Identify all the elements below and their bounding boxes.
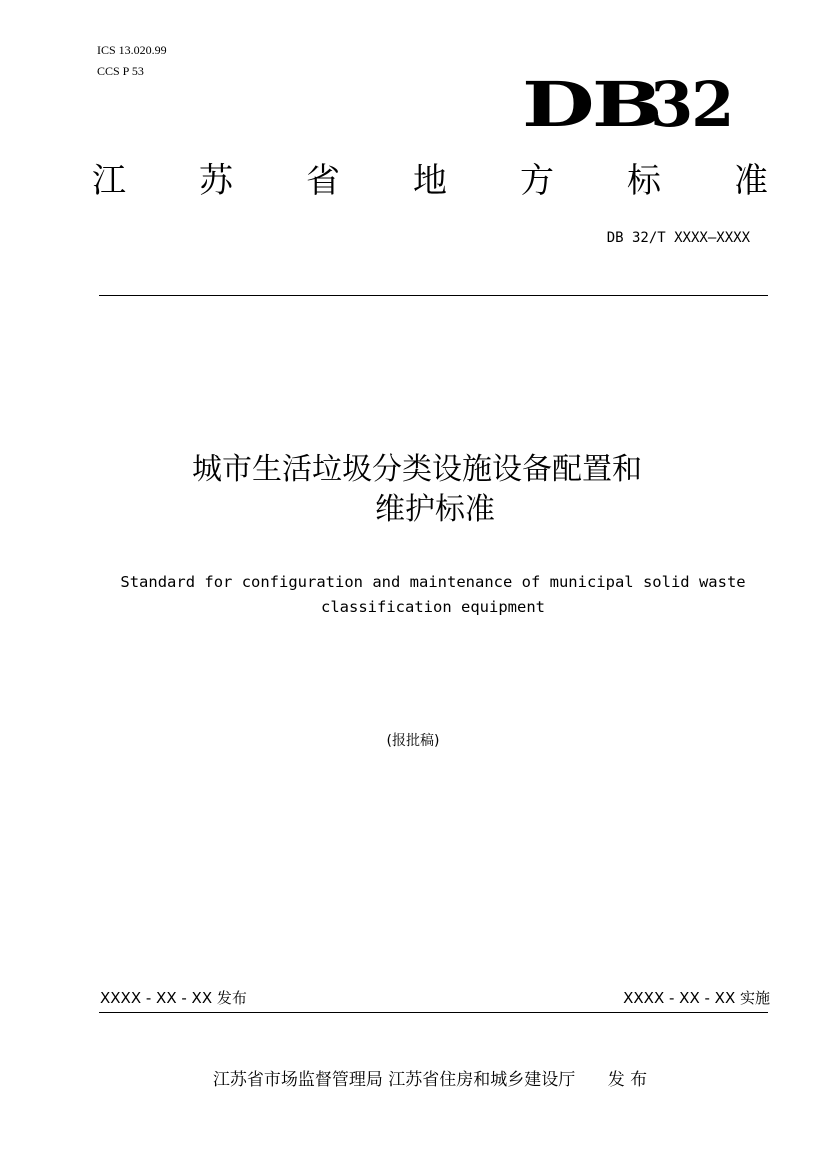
ccs-code: CCS P 53 (97, 64, 144, 78)
standard-number: DB 32/T XXXX—XXXX (606, 230, 750, 246)
title-en-line2: classification equipment (321, 598, 545, 616)
document-title-en (90, 570, 776, 620)
logo-number-text: 32 (650, 68, 733, 141)
logo-db-text: DB (522, 68, 660, 141)
heading-char: 地 (413, 161, 447, 201)
title-en-line1: Standard for configuration and maintenance of municipal solid waste (120, 573, 746, 591)
heading-char: 标 (627, 161, 661, 201)
title-cn-line2: 维护标准 (375, 492, 495, 527)
issuing-authorities: 江苏省市场监督管理局 江苏省住房和城乡建设厅 发 布 (212, 1070, 648, 1090)
ics-code: ICS 13.020.99 (97, 43, 167, 57)
implementation-date: XXXX - XX - XX 实施 (623, 989, 770, 1007)
draft-status: (报批稿) (386, 733, 440, 749)
classification-codes (97, 40, 167, 82)
heading-char: 准 (734, 161, 768, 201)
db32-logo (522, 68, 733, 141)
heading-char: 省 (306, 161, 340, 201)
title-cn-line1: 城市生活垃圾分类设施设备配置和 (192, 452, 642, 487)
release-date: XXXX - XX - XX 发布 (100, 989, 247, 1007)
bottom-divider (99, 1012, 768, 1013)
heading-char: 江 (92, 161, 126, 201)
top-divider (99, 295, 768, 296)
standard-type-heading (92, 160, 768, 202)
heading-char: 苏 (199, 161, 233, 201)
document-title-cn (100, 450, 770, 530)
heading-char: 方 (520, 161, 554, 201)
